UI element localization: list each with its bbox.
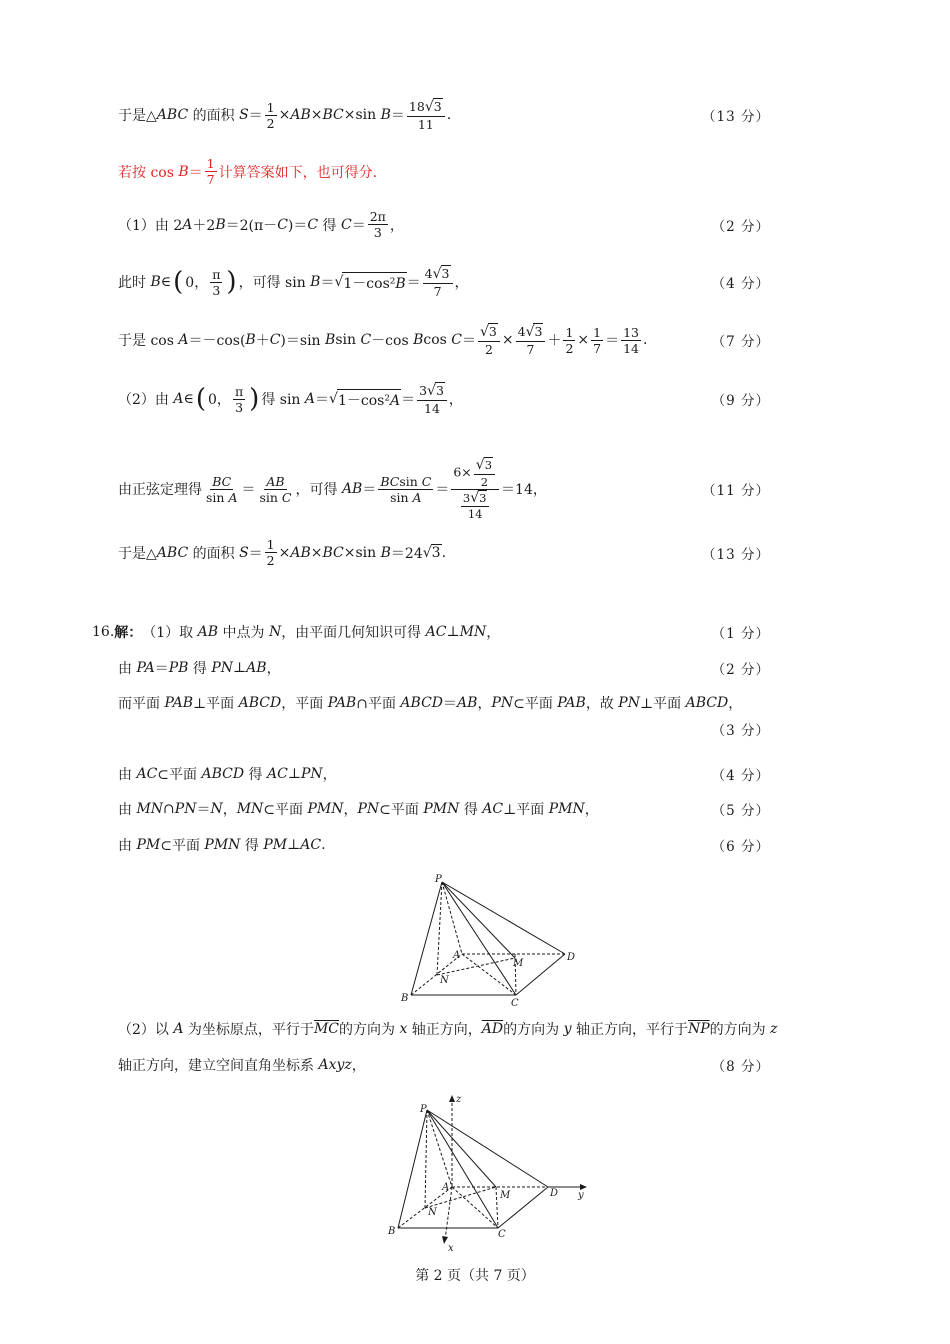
pyramid-figure-1 bbox=[395, 870, 585, 1014]
score-label: （13 分） bbox=[702, 546, 770, 563]
line-text: 于是△ ABC 的面积 S ＝ $\frac{1}{2}$ × AB × BC ×sin B ＝ $\frac{18√3}{11}$ . bbox=[118, 99, 452, 132]
page-footer: 第 2 页（共 7 页） bbox=[415, 1268, 535, 1284]
label-D: D bbox=[550, 1188, 559, 1199]
answer-line-8 bbox=[118, 538, 860, 567]
label-P: P bbox=[420, 1104, 427, 1115]
label-D: D bbox=[567, 952, 576, 963]
line-text: 此时 B ∈ ( 0， $\frac{\pi}{3}$ ) ，可得 sin B ＝ √ 1－cos²B ＝ $\frac{4√3}{7}$ ， bbox=[118, 266, 469, 299]
q16-line-4 bbox=[118, 764, 860, 784]
score-label: （7 分） bbox=[711, 334, 770, 351]
score-label: （5 分） bbox=[711, 803, 770, 819]
q16-line-6 bbox=[118, 835, 860, 855]
label-N: N bbox=[428, 1207, 437, 1218]
label-A: A bbox=[442, 1182, 450, 1193]
score-label: （2 分） bbox=[711, 218, 770, 235]
q16-line-3 bbox=[118, 693, 860, 713]
score-label: （9 分） bbox=[711, 393, 770, 410]
line-text: 由 AC ⊂平面 ABCD 得 AC ⊥ PN ， bbox=[118, 766, 337, 783]
answer-line-7 bbox=[118, 458, 860, 521]
label-x: x bbox=[448, 1243, 454, 1254]
line-text: 由正弦定理得 $\frac{BC}{\text{sin A}}$ ＝ $\frac{AB}{\text{sin C}}$ ，可得 AB ＝ $\frac{\text{BCsin C}}{\text{sin A}}$ ＝ 6× $\frac{√3}{2}$ $\frac{3√3}{14}$ ＝14， bbox=[118, 457, 547, 522]
line-text: 16. 解： （1）取 AB 中点为 N ，由平面几何知识可得 AC ⊥ MN ， bbox=[92, 624, 501, 641]
q16-line-2 bbox=[118, 658, 860, 678]
label-y: y bbox=[578, 1190, 584, 1201]
score-label: （4 分） bbox=[711, 276, 770, 293]
label-M: M bbox=[500, 1190, 511, 1201]
note-line bbox=[118, 157, 860, 186]
line-text: （1）由 2 A ＋2 B ＝2(π－ C )＝ C 得 C ＝ $\frac{2\pi}{3}$ ， bbox=[118, 209, 404, 241]
answer-line-6 bbox=[118, 384, 860, 415]
line-text: 而平面 PAB ⊥平面 ABCD ，平面 PAB ∩平面 ABCD ＝ AB ， PN ⊂平面 PAB ，故 PN ⊥平面 ABCD ， bbox=[118, 695, 743, 712]
q16-part2-line-1 bbox=[118, 1019, 860, 1039]
answer-line-5 bbox=[118, 325, 860, 356]
line-text: 轴正方向，建立空间直角坐标系 Axyz ， bbox=[118, 1057, 366, 1074]
label-B: B bbox=[401, 993, 409, 1004]
score-label: （13 分） bbox=[702, 109, 770, 126]
score-label: （8 分） bbox=[711, 1059, 770, 1075]
line-text: 由 MN ∩ PN ＝ N ， MN ⊂平面 PMN ， PN ⊂平面 PMN 得 AC ⊥平面 PMN ， bbox=[118, 801, 599, 818]
label-C: C bbox=[498, 1229, 506, 1240]
note-text: 若按 cos B ＝ $\frac{1}{7}$ 计算答案如下，也可得分. bbox=[118, 156, 378, 188]
score-label: （4 分） bbox=[711, 768, 770, 784]
line-text: 于是△ ABC 的面积 S ＝ $\frac{1}{2}$ × AB × BC ×sin B ＝24 √ 3 . bbox=[118, 537, 447, 569]
q16-part2-line-2 bbox=[118, 1055, 860, 1075]
score-label: （2 分） bbox=[711, 662, 770, 678]
label-M: M bbox=[513, 958, 524, 969]
line-text: （2）由 A ∈ ( 0， $\frac{\pi}{3}$ ) 得 sin A ＝ √ 1－cos²A ＝ $\frac{3√3}{14}$ ， bbox=[118, 383, 463, 416]
score-label: （3 分） bbox=[711, 723, 770, 739]
line-text: 由 PM ⊂平面 PMN 得 PM ⊥ AC . bbox=[118, 837, 326, 854]
label-P: P bbox=[435, 874, 442, 885]
line-text: 由 PA ＝ PB 得 PN ⊥ AB ， bbox=[118, 660, 281, 677]
label-N: N bbox=[440, 975, 449, 986]
score-label: （6 分） bbox=[711, 839, 770, 855]
answer-line-3 bbox=[118, 210, 860, 239]
label-z: z bbox=[456, 1094, 462, 1105]
answer-line-4 bbox=[118, 267, 860, 298]
answer-line-1 bbox=[118, 100, 860, 131]
q16-line-1 bbox=[92, 622, 860, 642]
score-label: （11 分） bbox=[702, 483, 770, 500]
label-C: C bbox=[511, 998, 519, 1009]
line-text: 于是 cos A ＝－cos( B ＋ C )＝sin B sin C －cos B cos C ＝ $\frac{√3}{2}$ × $\frac{4√3}{7}$ ＋ $\frac{1}{2}$ × $\frac{1}{7}$ ＝ $\frac{13}{14}$ . bbox=[118, 324, 648, 357]
label-B: B bbox=[388, 1226, 396, 1237]
q16-line-5 bbox=[118, 799, 860, 819]
pyramid-figure-2 bbox=[380, 1090, 600, 1259]
score-label: （1 分） bbox=[711, 626, 770, 642]
label-A: A bbox=[453, 950, 461, 961]
line-text: （2）以 A 为坐标原点，平行于 $\overline{MC}$ 的方向为 x 轴正方向， $\overline{AD}$ 的方向为 y 轴正方向，平行于 $\overline{NP}$ 的方向为 z bbox=[118, 1021, 778, 1038]
